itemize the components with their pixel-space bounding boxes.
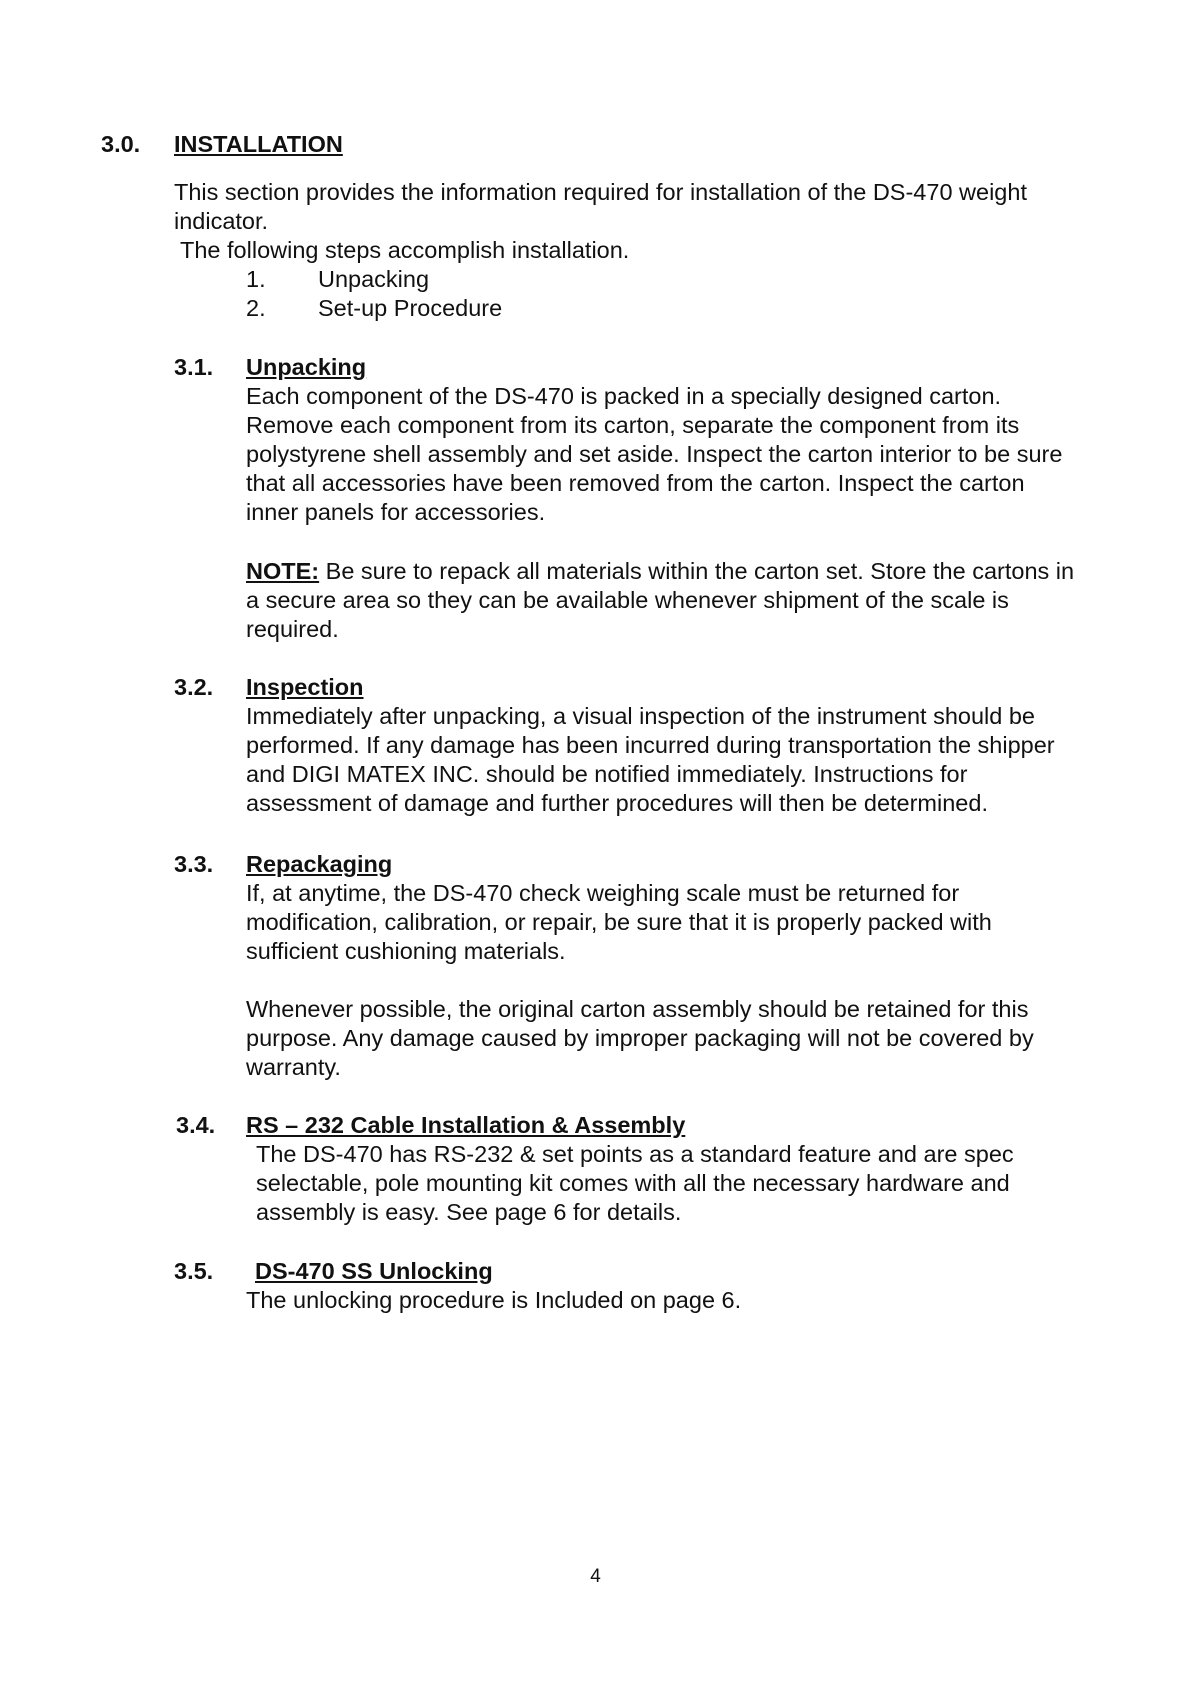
step-label: Unpacking: [318, 266, 430, 292]
step-number: 1.: [246, 266, 266, 292]
section-body: Each component of the DS-470 is packed in a specially designed carton. Remove each component from its carton, separate the component from its polystyrene shell assembly and set aside. Inspect the carton interior to be sure that all accessories have been removed from the carton. Inspect the carton inner panels for accessories.: [246, 383, 1063, 525]
section-title: Unpacking: [246, 354, 367, 380]
section-number: 3.1.: [174, 354, 214, 380]
section-number: 3.4.: [176, 1112, 216, 1138]
section-title: DS-470 SS Unlocking: [255, 1258, 493, 1284]
section-number: 3.2.: [174, 674, 214, 700]
section-body: The DS-470 has RS-232 & set points as a standard feature and are spec selectable, pole mounting kit comes with all the necessary hardware and assembly is easy. See page 6 for details.: [256, 1141, 1014, 1225]
section-number: 3.5.: [174, 1258, 214, 1284]
section-number: 3.3.: [174, 851, 214, 877]
section-number: 3.0.: [101, 131, 141, 157]
section-title: RS – 232 Cable Installation & Assembly: [246, 1112, 686, 1138]
section-intro: This section provides the information required for installation of the DS-470 weight indicator.: [174, 179, 1027, 234]
note-label: NOTE:: [246, 558, 320, 584]
section-body: Whenever possible, the original carton assembly should be retained for this purpose. Any damage caused by improper packaging will not be covered by warranty.: [246, 996, 1034, 1080]
section-body: The unlocking procedure is Included on page 6.: [246, 1287, 742, 1313]
section-title: INSTALLATION: [174, 131, 343, 157]
note-text: Be sure to repack all materials within the carton set. Store the cartons in a secure area so they can be available whenever shipment of the scale is required.: [246, 558, 1075, 642]
page-number: 4: [590, 1566, 601, 1587]
note-paragraph: [246, 557, 1076, 644]
section-title: Repackaging: [246, 851, 393, 877]
steps-intro: The following steps accomplish installation.: [180, 237, 630, 263]
section-body: If, at anytime, the DS-470 check weighing scale must be returned for modification, calibration, or repair, be sure that it is properly packed with sufficient cushioning materials.: [246, 880, 992, 964]
step-number: 2.: [246, 295, 266, 321]
section-title: Inspection: [246, 674, 364, 700]
section-body: Immediately after unpacking, a visual inspection of the instrument should be performed. If any damage has been incurred during transportation the shipper and DIGI MATEX INC. should be notified immediately. Instructions for assessment of damage and further procedures will then be determined.: [246, 703, 1055, 816]
step-label: Set-up Procedure: [318, 295, 503, 321]
